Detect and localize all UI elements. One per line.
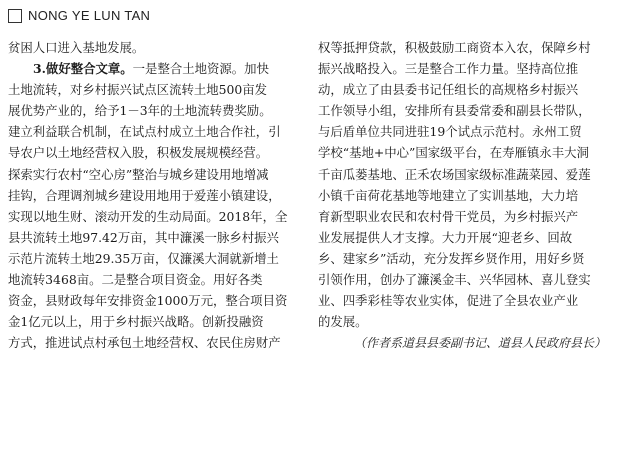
text-line: 挂钩，合理调剂城乡建设用地用于爱莲小镇建设， — [8, 187, 281, 203]
text-line: 与后盾单位共同进驻19个试点示范村。永州工贸 — [318, 124, 582, 140]
text-line: 动，成立了由县委书记任组长的高规格乡村振兴 — [318, 82, 579, 98]
text-line: 实现以地生财、滚动开发的生动局面。2018年，全 — [8, 208, 288, 224]
text-line: 育新型职业农民和农村骨干党员，为乡村振兴产 — [318, 208, 579, 224]
text-line: 小镇千亩荷花基地等地建立了实训基地，大力培 — [318, 187, 579, 203]
text-line: 示范片流转土地29.35万亩，仅濂溪大洞就新增土 — [8, 250, 279, 266]
text-line: 金1亿元以上，用于乡村振兴战略。创新投融资 — [8, 314, 264, 330]
page-header — [8, 8, 150, 23]
header-square-icon — [8, 9, 22, 23]
text-line: 方式，推进试点村承包土地经营权、农民住房财产 — [8, 335, 281, 351]
text-line: 学校“基地+中心”国家级平台，在寿雁镇永丰大洞 — [318, 145, 589, 161]
text-line: 引领作用，创办了濂溪金丰、兴华园林、喜儿登实 — [318, 272, 591, 288]
text-line: 业发展提供人才支撑。大力开展“迎老乡、回故 — [318, 229, 573, 245]
text-line: 地流转3468亩。二是整合项目资金。用好各类 — [8, 272, 263, 288]
section-heading-rest: 一是整合土地资源。加快 — [132, 61, 269, 77]
header-title: NONG YE LUN TAN — [28, 8, 151, 23]
text-line: 建立利益联合机制，在试点村成立土地合作社，引 — [8, 124, 281, 140]
text-line: 展优势产业的，给予1－3年的土地流转费奖励。 — [8, 103, 272, 119]
text-line: 资金，县财政每年安排资金1000万元，整合项目资 — [8, 293, 288, 309]
text-line: 权等抵押贷款，积极鼓励工商资本入农，保障乡村 — [318, 40, 591, 55]
text-line: 千亩瓜蒌基地、正禾农场国家级标准蔬菜园、爱莲 — [318, 166, 591, 182]
text-line: 导农户以土地经营权入股，积极发展规模经营。 — [8, 145, 269, 161]
text-line: 振兴战略投入。三是整合工作力量。坚持高位推 — [318, 61, 579, 77]
text-line: 县共流转土地97.42万亩，其中濂溪一脉乡村振兴 — [8, 229, 279, 245]
section-heading-line — [8, 58, 300, 79]
text-line: 的发展。 — [318, 314, 368, 330]
text-line: 探索实行农村“空心房”整治与城乡建设用地增减 — [8, 166, 269, 182]
text-line: 工作领导小组，安排所有县委常委和副县长带队， — [318, 103, 591, 119]
section-heading: 3.做好整合文章。 — [33, 61, 133, 77]
text-line: 土地流转，对乡村振兴试点区流转土地500亩发 — [8, 82, 268, 98]
left-column — [8, 37, 300, 353]
text-line: 贫困人口进入基地发展。 — [8, 40, 145, 55]
text-line: 业、四季彩桂等农业实体，促进了全县农业产业 — [318, 293, 579, 309]
author-credit: （作者系道县县委副书记、道县人民政府县长） — [353, 336, 606, 351]
text-line: 乡、建家乡”活动，充分发挥乡贤作用，用好乡贤 — [318, 250, 585, 266]
right-column — [318, 37, 610, 354]
